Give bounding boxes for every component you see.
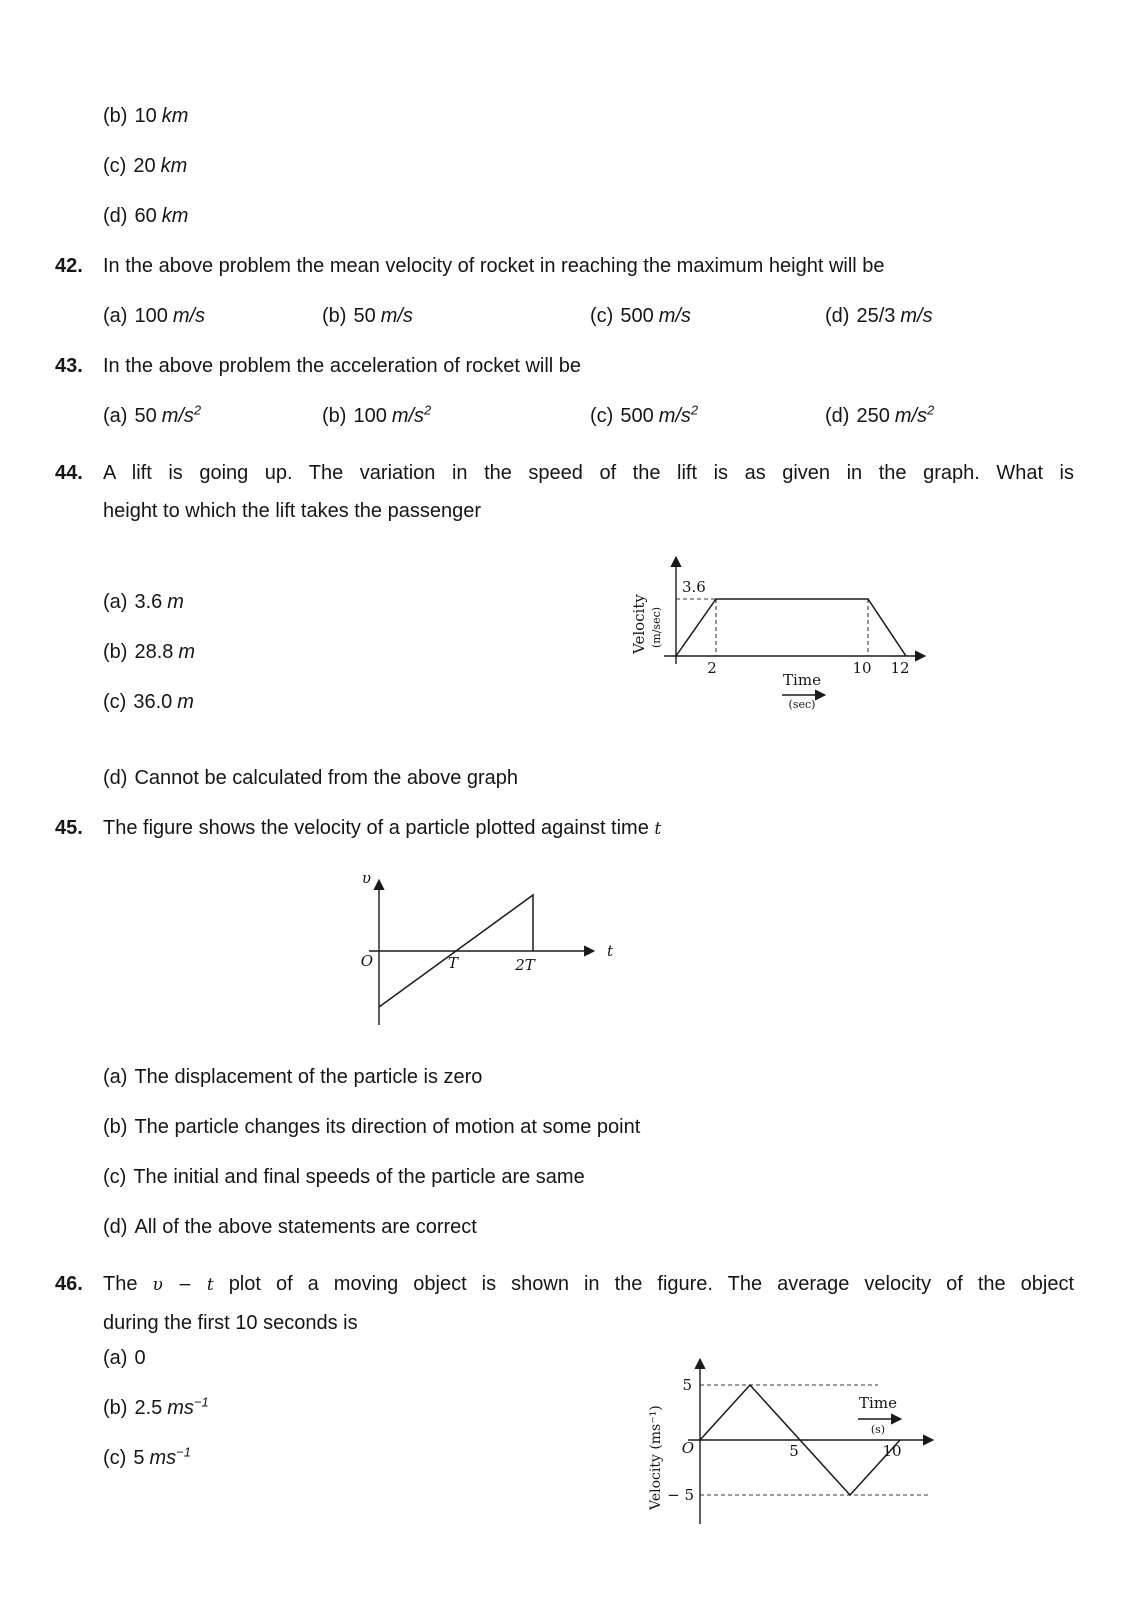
option-text: All of the above statements are correct (134, 1216, 477, 1238)
option-exponent: −1 (176, 1444, 191, 1460)
option-unit: km (160, 155, 188, 177)
x-tick-T: T (447, 954, 459, 972)
option-c (103, 690, 630, 714)
option-label: (d) (103, 767, 128, 789)
option-b (103, 104, 1074, 128)
vt-plot-figure (640, 1346, 950, 1536)
option-c (103, 1165, 1074, 1189)
option-label: (d) (103, 1216, 128, 1238)
peak-value-label: 3.6 (682, 578, 706, 596)
option-value: 20 (133, 155, 156, 177)
particle-velocity-graph (345, 867, 625, 1037)
option-label: (a) (103, 1066, 128, 1088)
question-45-options (103, 1065, 1074, 1239)
option-label: (d) (825, 305, 850, 327)
y-axis-label: Velocity (630, 594, 648, 654)
option-a (103, 1346, 640, 1370)
option-a (103, 304, 322, 328)
option-label: (d) (103, 205, 128, 227)
option-value: 0 (134, 1347, 146, 1369)
question-text-line1: The υ − t plot of a moving object is shown in the figure. The average velocity of the object (103, 1273, 1075, 1295)
question-44-body (103, 538, 1074, 740)
option-unit: ms (149, 1447, 177, 1469)
option-d (103, 204, 1074, 228)
option-c (590, 304, 825, 328)
x-tick-10: 10 (882, 1442, 902, 1460)
question-number: 43. (55, 355, 83, 377)
option-label: (a) (103, 1347, 128, 1369)
y-tick-minus5: − 5 (667, 1486, 694, 1504)
option-value: 25/3 (856, 305, 896, 327)
option-c (590, 404, 825, 428)
option-label: (c) (103, 155, 127, 177)
option-c (103, 154, 1074, 178)
option-label: (b) (322, 405, 347, 427)
question-46-body (103, 1346, 1074, 1536)
option-unit: m/s (161, 405, 194, 427)
option-unit: m/s (900, 305, 933, 327)
lift-speed-graph (630, 542, 960, 712)
option-value: 100 (353, 405, 387, 427)
option-unit: m/s (658, 405, 691, 427)
lift-speed-figure (630, 542, 960, 712)
y-tick-5: 5 (682, 1376, 692, 1394)
speed-curve (676, 599, 906, 656)
math-symbol-t: t (654, 819, 662, 839)
previous-question-options (103, 104, 1074, 228)
question-text-line2: height to which the lift takes the passenger (103, 500, 482, 522)
x-tick-2T: 2T (515, 956, 535, 974)
particle-velocity-figure (345, 867, 1074, 1037)
x-axis-label: Time (859, 1394, 897, 1412)
option-value: 50 (134, 405, 157, 427)
x-tick-5: 5 (789, 1442, 799, 1460)
option-a (103, 590, 630, 614)
option-value: 10 (134, 105, 157, 127)
option-value: 5 (133, 1447, 145, 1469)
x-axis-unit: (s) (870, 1423, 886, 1436)
option-label: (b) (103, 641, 128, 663)
vt-plot-graph (640, 1346, 950, 1536)
option-label: (b) (103, 1397, 128, 1419)
x-tick-2: 2 (707, 659, 717, 677)
x-axis-label: Time (783, 671, 821, 689)
question-text (103, 1265, 1074, 1342)
option-label: (d) (825, 405, 850, 427)
option-unit: m/s (380, 305, 413, 327)
y-axis-unit: (m/sec) (650, 606, 663, 648)
option-d (825, 304, 1074, 328)
option-d (825, 404, 1074, 428)
x-tick-12: 12 (890, 659, 910, 677)
question-43 (55, 354, 1074, 378)
option-label: (a) (103, 405, 128, 427)
question-text (103, 454, 1074, 530)
option-text: The particle changes its direction of motion at some point (134, 1116, 641, 1138)
origin-label: O (360, 952, 373, 970)
question-text: In the above problem the mean velocity of rocket in reaching the maximum height will be (103, 255, 885, 277)
question-number: 46. (55, 1273, 83, 1295)
option-unit: m/s (658, 305, 691, 327)
option-b (103, 640, 630, 664)
origin-label: O (681, 1439, 694, 1457)
y-axis-label: υ (361, 869, 371, 887)
x-tick-10: 10 (852, 659, 872, 677)
option-value: 500 (620, 405, 654, 427)
option-label: (a) (103, 305, 128, 327)
option-value: 60 (134, 205, 157, 227)
question-45 (55, 816, 1074, 841)
x-axis-unit: (sec) (788, 698, 816, 711)
option-value: 28.8 (134, 641, 174, 663)
option-label: (c) (590, 405, 614, 427)
option-label: (c) (590, 305, 614, 327)
question-text-line2: during the first 10 seconds is (103, 1312, 358, 1334)
option-value: 250 (856, 405, 890, 427)
y-axis-label: Velocity (ms⁻¹) (648, 1405, 664, 1510)
option-exponent: 2 (690, 402, 699, 418)
option-unit: km (161, 105, 189, 127)
option-value: 36.0 (133, 691, 173, 713)
question-44-option-d (103, 766, 1074, 790)
option-b (322, 404, 590, 428)
option-value: 2.5 (134, 1397, 163, 1419)
option-text: The displacement of the particle is zero (134, 1066, 483, 1088)
option-unit: m (177, 691, 194, 713)
option-unit: km (161, 205, 189, 227)
question-text: In the above problem the acceleration of rocket will be (103, 355, 582, 377)
question-text: The figure shows the velocity of a particle plotted against time t (103, 817, 662, 839)
option-label: (c) (103, 691, 127, 713)
option-unit: m (178, 641, 196, 663)
option-b (103, 1396, 640, 1420)
question-number: 44. (55, 462, 83, 484)
option-label: (c) (103, 1166, 127, 1188)
x-axis-label: t (607, 942, 614, 960)
question-number: 45. (55, 817, 83, 839)
option-text: The initial and final speeds of the particle are same (133, 1166, 585, 1188)
option-b (322, 304, 590, 328)
option-exponent: −1 (193, 1394, 209, 1410)
option-unit: m/s (391, 405, 425, 427)
question-43-options (103, 404, 1074, 428)
question-44-options (103, 538, 630, 740)
question-46-options (103, 1346, 640, 1496)
option-exponent: 2 (424, 402, 432, 418)
question-46 (55, 1265, 1074, 1342)
option-label: (b) (322, 305, 347, 327)
question-42-options (103, 304, 1074, 328)
option-value: 100 (134, 305, 168, 327)
option-unit: m (167, 591, 184, 613)
question-number: 42. (55, 255, 83, 277)
option-label: (b) (103, 1116, 128, 1138)
option-d (103, 1215, 1074, 1239)
option-label: (b) (103, 105, 128, 127)
question-42 (55, 254, 1074, 278)
option-value: 3.6 (134, 591, 163, 613)
option-unit: m/s (172, 305, 206, 327)
option-a (103, 404, 322, 428)
question-44 (55, 454, 1074, 530)
option-value: 50 (353, 305, 376, 327)
option-b (103, 1115, 1074, 1139)
option-a (103, 1065, 1074, 1089)
option-exponent: 2 (927, 402, 935, 418)
option-text: Cannot be calculated from the above graph (134, 767, 519, 789)
option-exponent: 2 (193, 402, 202, 418)
option-c (103, 1446, 640, 1470)
option-unit: m/s (894, 405, 928, 427)
option-label: (c) (103, 1447, 127, 1469)
math-symbol-vt: υ − t (152, 1275, 214, 1295)
option-label: (a) (103, 591, 128, 613)
question-text-line1: A lift is going up. The variation in the speed of the lift is as given in the graph. What is (103, 462, 1074, 484)
option-value: 500 (620, 305, 654, 327)
option-unit: ms (167, 1397, 194, 1419)
